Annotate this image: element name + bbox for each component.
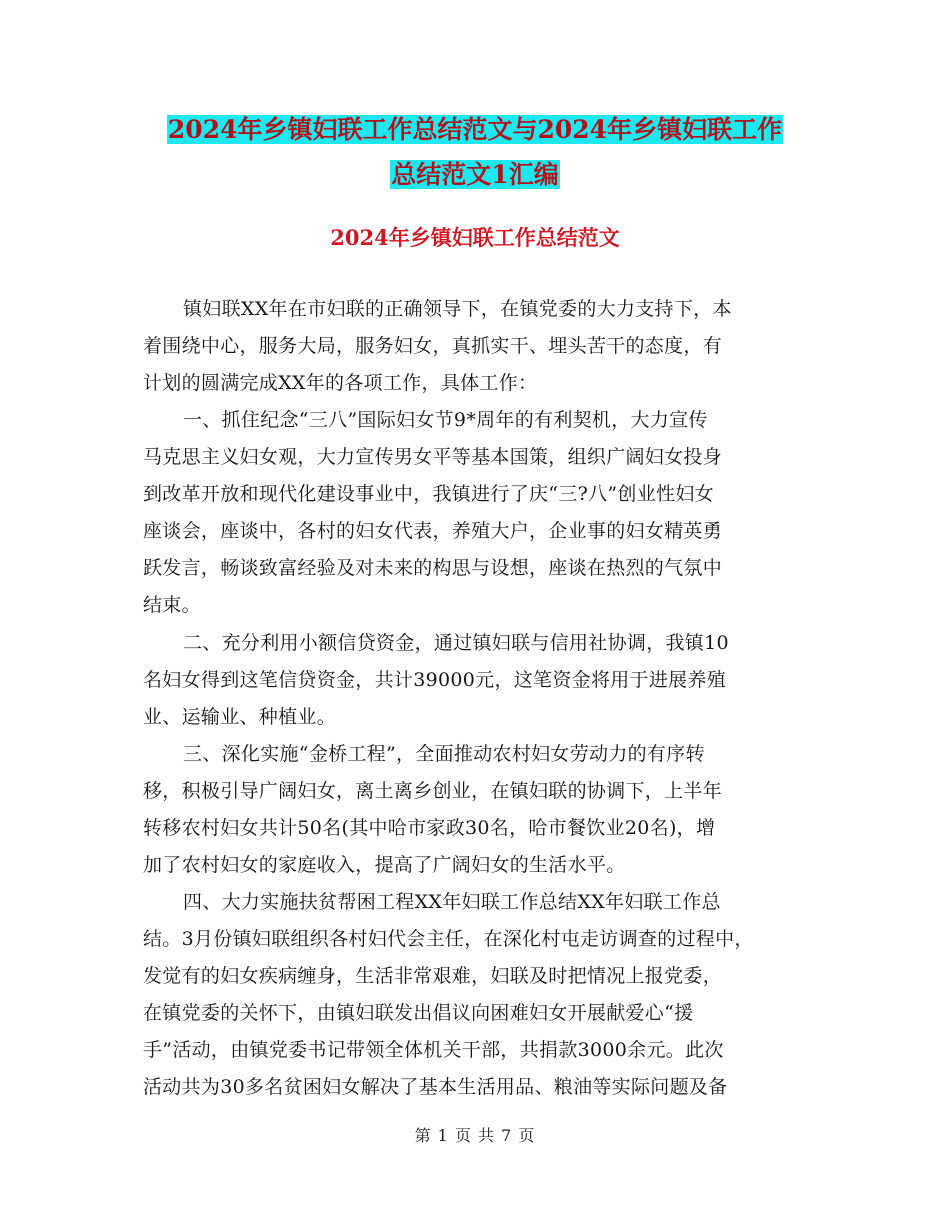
body-line: 移，积极引导广阔妇女，离土离乡创业，在镇妇联的协调下，上半年 — [143, 780, 723, 802]
body-line: 着围绕中心，服务大局，服务妇女，真抓实干、埋头苦干的态度，有 — [143, 335, 723, 357]
section-heading: 2024年乡镇妇联工作总结范文 — [330, 225, 620, 250]
body-line: 一、抓住纪念“三八”国际妇女节9*周年的有利契机，大力宣传 — [183, 409, 708, 431]
body-line: 结束。 — [143, 594, 201, 616]
document-title-line-2 — [0, 153, 950, 197]
body-line: 二、充分利用小额信贷资金，通过镇妇联与信用社协调，我镇10 — [183, 632, 729, 654]
body-line: 马克思主义妇女观，大力宣传男女平等基本国策，组织广阔妇女投身 — [143, 446, 723, 468]
document-title-text-1: 2024年乡镇妇联工作总结范文与2024年乡镇妇联工作 — [167, 115, 783, 144]
body-line: 镇妇联XX年在市妇联的正确领导下，在镇党委的大力支持下，本 — [183, 298, 732, 320]
body-line: 到改革开放和现代化建设事业中，我镇进行了庆“三?八”创业性妇女 — [143, 483, 714, 505]
body-line: 转移农村妇女共计50名(其中哈市家政30名，哈市餐饮业20名)，增 — [143, 817, 716, 839]
body-line: 三、深化实施“金桥工程”，全面推动农村妇女劳动力的有序转 — [183, 743, 705, 765]
body-line: 活动共为30多名贫困妇女解决了基本生活用品、粮油等实际问题及备 — [143, 1076, 728, 1098]
document-title-text-2: 总结范文1汇编 — [391, 160, 559, 189]
body-line: 结。3月份镇妇联组织各村妇代会主任，在深化村屯走访调查的过程中， — [143, 928, 754, 950]
body-line: 发觉有的妇女疾病缠身，生活非常艰难，妇联及时把情况上报党委， — [143, 965, 723, 987]
document-title-line-1 — [0, 108, 950, 152]
body-line: 跃发言，畅谈致富经验及对未来的构思与设想，座谈在热烈的气氛中 — [143, 557, 723, 579]
body-line: 业、运输业、种植业。 — [143, 706, 337, 728]
body-line: 四、大力实施扶贫帮困工程XX年妇联工作总结XX年妇联工作总 — [183, 891, 721, 913]
body-line: 手”活动，由镇党委书记带领全体机关干部，共捐款3000余元。此次 — [143, 1039, 724, 1061]
page-number-footer: 第 1 页 共 7 页 — [414, 1126, 536, 1145]
body-line: 座谈会，座谈中，各村的妇女代表，养殖大户，企业事的妇女精英勇 — [143, 520, 723, 542]
body-line: 计划的圆满完成XX年的各项工作，具体工作： — [143, 372, 538, 394]
body-line: 在镇党委的关怀下，由镇妇联发出倡议向困难妇女开展献爱心“援 — [143, 1002, 694, 1024]
body-line: 加了农村妇女的家庭收入，提高了广阔妇女的生活水平。 — [143, 854, 626, 876]
body-line: 名妇女得到这笔信贷资金，共计39000元，这笔资金将用于进展养殖 — [143, 669, 727, 691]
